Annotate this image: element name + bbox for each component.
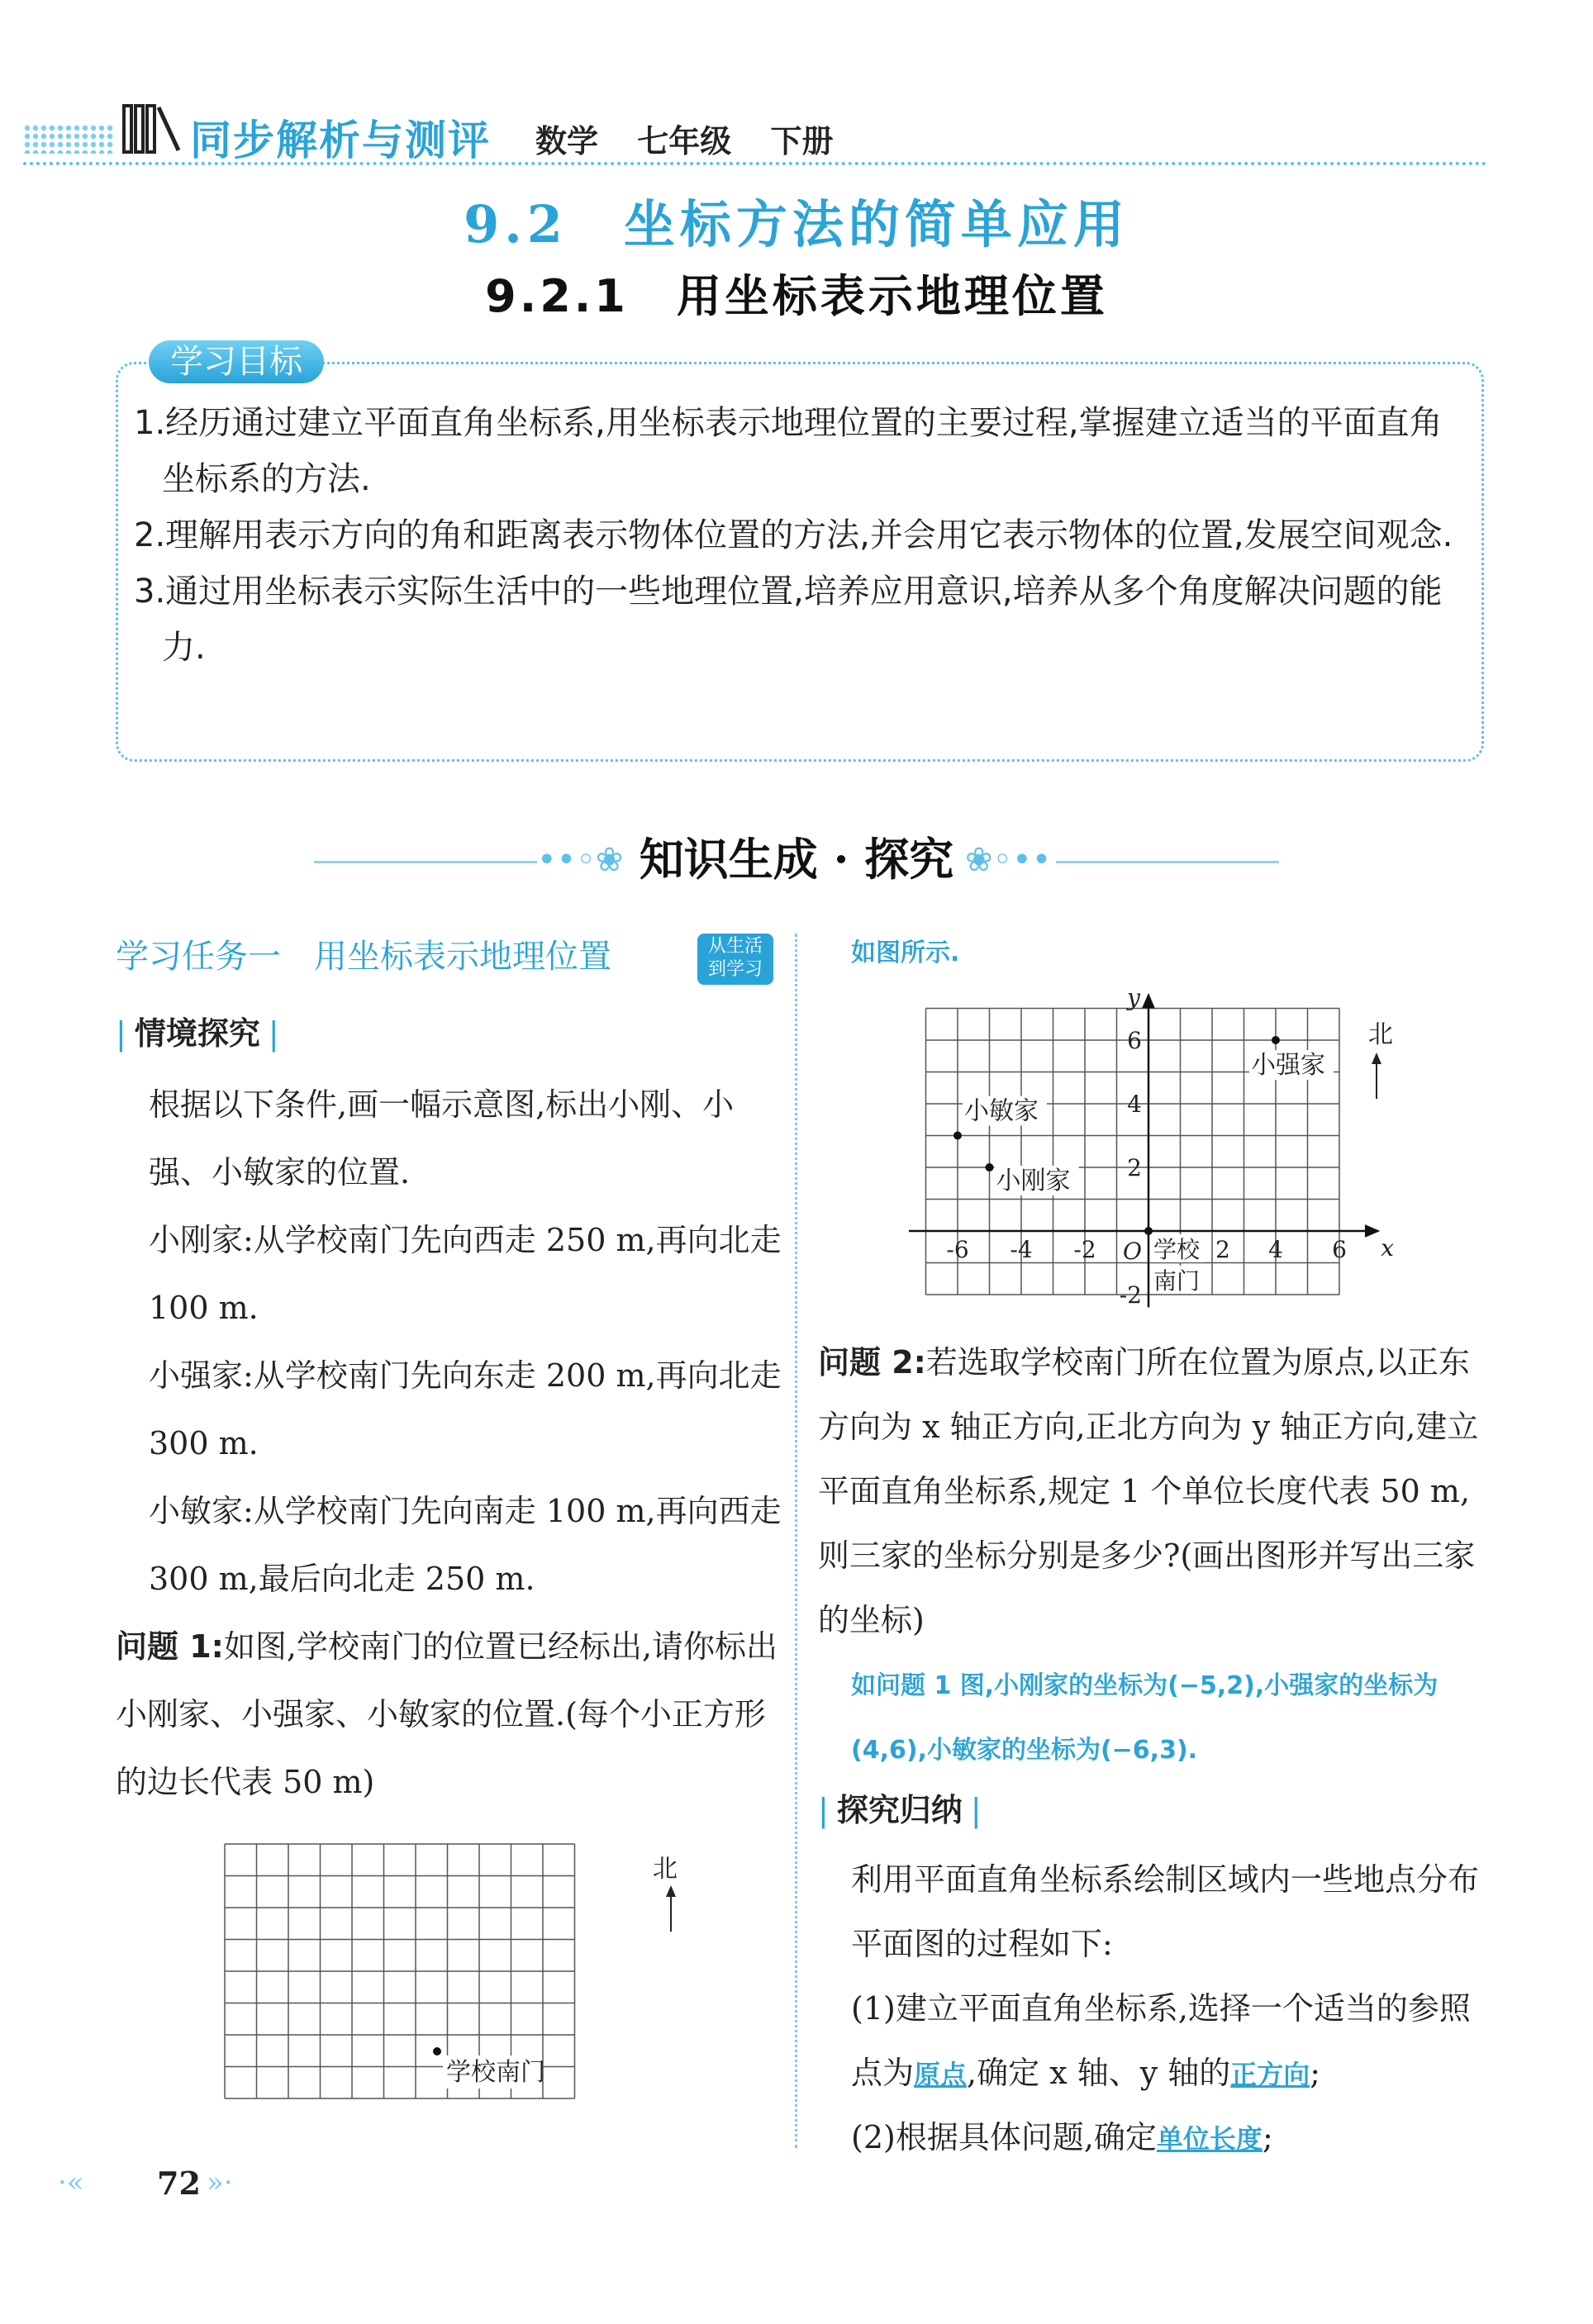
section-title: 9.2 坐标方法的简单应用 (464, 194, 1129, 254)
subsection-title: 9.2.1 用坐标表示地理位置 (485, 270, 1108, 322)
task-badge (697, 934, 773, 985)
question-2-answer: 如问题 1 图,小刚家的坐标为(−5,2),小强家的坐标为(4,6),小敏家的坐标为(−6,3). (851, 1671, 1438, 1765)
blank-positive-direction: 正方向 (1230, 2059, 1310, 2090)
book-info (535, 116, 862, 161)
header-decoration (23, 124, 114, 154)
home-label: 小敏家 (964, 1096, 1039, 1126)
xiaogang-description: 小刚家:从学校南门先向西走 250 m,再向北走 100 m. (149, 1222, 782, 1326)
home-label: 小强家 (1251, 1051, 1325, 1080)
y-tick-label: 2 (1127, 1154, 1142, 1181)
badge-line: 到学习 (707, 959, 763, 980)
goal-item: 2.理解用表示方向的角和距离表示物体位置的方法,并会用它表示物体的位置,发展空间观念. (134, 516, 1453, 554)
goal-item: 1.经历通过建立平面直角坐标系,用坐标表示地理位置的主要过程,掌握建立适当的平面直角坐标系的方法. (134, 404, 1443, 498)
book-icon (122, 102, 182, 154)
question-1 (116, 1613, 785, 1816)
column-divider (795, 934, 797, 2148)
x-tick-label: 4 (1268, 1236, 1283, 1263)
answer-grid-figure (909, 991, 1421, 1322)
xiaomin-description: 小敏家:从学校南门先向南走 100 m,再向西走 300 m,最后向北走 250 m. (149, 1493, 782, 1597)
subject: 数学 (535, 123, 599, 159)
step-1-text: ; (1310, 2055, 1321, 2091)
school-label: 南门 (1153, 1267, 1201, 1295)
y-tick-label: -2 (1119, 1281, 1142, 1309)
banner-ornament-left: ••◦❀ (537, 841, 624, 879)
page-number-ornament: ·« (58, 2166, 84, 2199)
home-point (953, 1132, 962, 1140)
task-title: 学习任务一 用坐标表示地理位置 (116, 938, 611, 976)
question-1-text: 如图,学校南门的位置已经标出,请你标出小刚家、小强家、小敏家的位置.(每个小正方形的边长代表 50 m) (116, 1628, 778, 1800)
blank-grid-figure (223, 1842, 702, 2148)
x-tick-label: -4 (1010, 1236, 1033, 1263)
summary-intro: 利用平面直角坐标系绘制区域内一些地点分布平面图的过程如下: (851, 1861, 1480, 1962)
summary-step-1 (851, 1976, 1487, 2107)
x-tick-label: 2 (1215, 1236, 1230, 1263)
question-1-label: 问题 1: (116, 1628, 224, 1665)
x-axis-label: x (1381, 1234, 1394, 1262)
home-label: 小刚家 (996, 1167, 1071, 1195)
page-number (157, 2165, 201, 2202)
section-banner: 知识生成 · 探究 (639, 833, 954, 886)
home-point (986, 1163, 994, 1172)
page-number-text: 72 (157, 2165, 201, 2202)
step-2-text: ; (1262, 2119, 1273, 2155)
x-arrowhead-icon (1366, 1226, 1377, 1236)
goal-item: 3.通过用坐标表示实际生活中的一些地理位置,培养应用意识,培养从多个角度解决问题的能力. (134, 573, 1443, 667)
north-label: 北 (1368, 1020, 1393, 1049)
header-divider (23, 162, 1487, 165)
question-2-text: 若选取学校南门所在位置为原点,以正东方向为 x 轴正方向,正北方向为 y 轴正方向,建立平面直角坐标系,规定 1 个单位长度代表 50 m,则三家的坐标分别是多少?(画出图形并写出三家的坐标) (818, 1344, 1479, 1638)
y-axis-label: y (1127, 991, 1140, 1012)
x-tick-label: 6 (1332, 1236, 1347, 1263)
north-label: 北 (653, 1855, 678, 1884)
volume: 下册 (770, 123, 834, 159)
question-2 (818, 1330, 1479, 1652)
situation-intro: 根据以下条件,画一幅示意图,标出小刚、小强、小敏家的位置. (149, 1086, 735, 1191)
home-point (1272, 1036, 1280, 1044)
x-tick-label: -2 (1073, 1236, 1096, 1263)
school-label: 学校 (1153, 1236, 1201, 1263)
answer-note: 如图所示. (851, 939, 960, 967)
step-1-text: ,确定 x 轴、y 轴的 (967, 2055, 1231, 2091)
grade: 七年级 (637, 123, 732, 159)
page-number-ornament: »· (207, 2166, 233, 2199)
situation-heading: | 情境探究 | (116, 1008, 279, 1053)
banner-ornament-right: ❀◦•• (965, 841, 1052, 879)
school-gate-point (433, 2047, 441, 2055)
badge-line: 从生活 (707, 936, 763, 957)
x-tick-label: -6 (946, 1236, 969, 1263)
book-title: 同步解析与测评 (190, 116, 491, 164)
question-2-label: 问题 2: (818, 1344, 926, 1381)
banner-line-right (1056, 861, 1279, 863)
blank-origin: 原点 (914, 2059, 968, 2090)
xiaoqiang-description: 小强家:从学校南门先向东走 200 m,再向北走 300 m. (149, 1357, 782, 1461)
school-gate-point (1144, 1227, 1153, 1235)
blank-unit-length: 单位长度 (1156, 2123, 1263, 2155)
origin-label: O (1123, 1238, 1142, 1265)
goals-tab: 学习目标 (149, 340, 324, 383)
goals-list (134, 395, 1472, 676)
y-arrowhead-icon (1144, 996, 1153, 1007)
step-1-text: (1)建立平面直角坐标系,选择一个适当的参照点为 (851, 1990, 1471, 2091)
y-tick-label: 4 (1127, 1091, 1142, 1118)
summary-heading: | 探究归纳 | (818, 1785, 982, 1830)
y-tick-label: 6 (1127, 1027, 1142, 1054)
step-2-text: (2)根据具体问题,确定 (851, 2119, 1157, 2155)
summary-step-2 (851, 2105, 1487, 2171)
north-arrowhead-icon (1372, 1053, 1381, 1064)
school-gate-label: 学校南门 (446, 2058, 545, 2087)
north-arrowhead-icon (666, 1885, 676, 1897)
